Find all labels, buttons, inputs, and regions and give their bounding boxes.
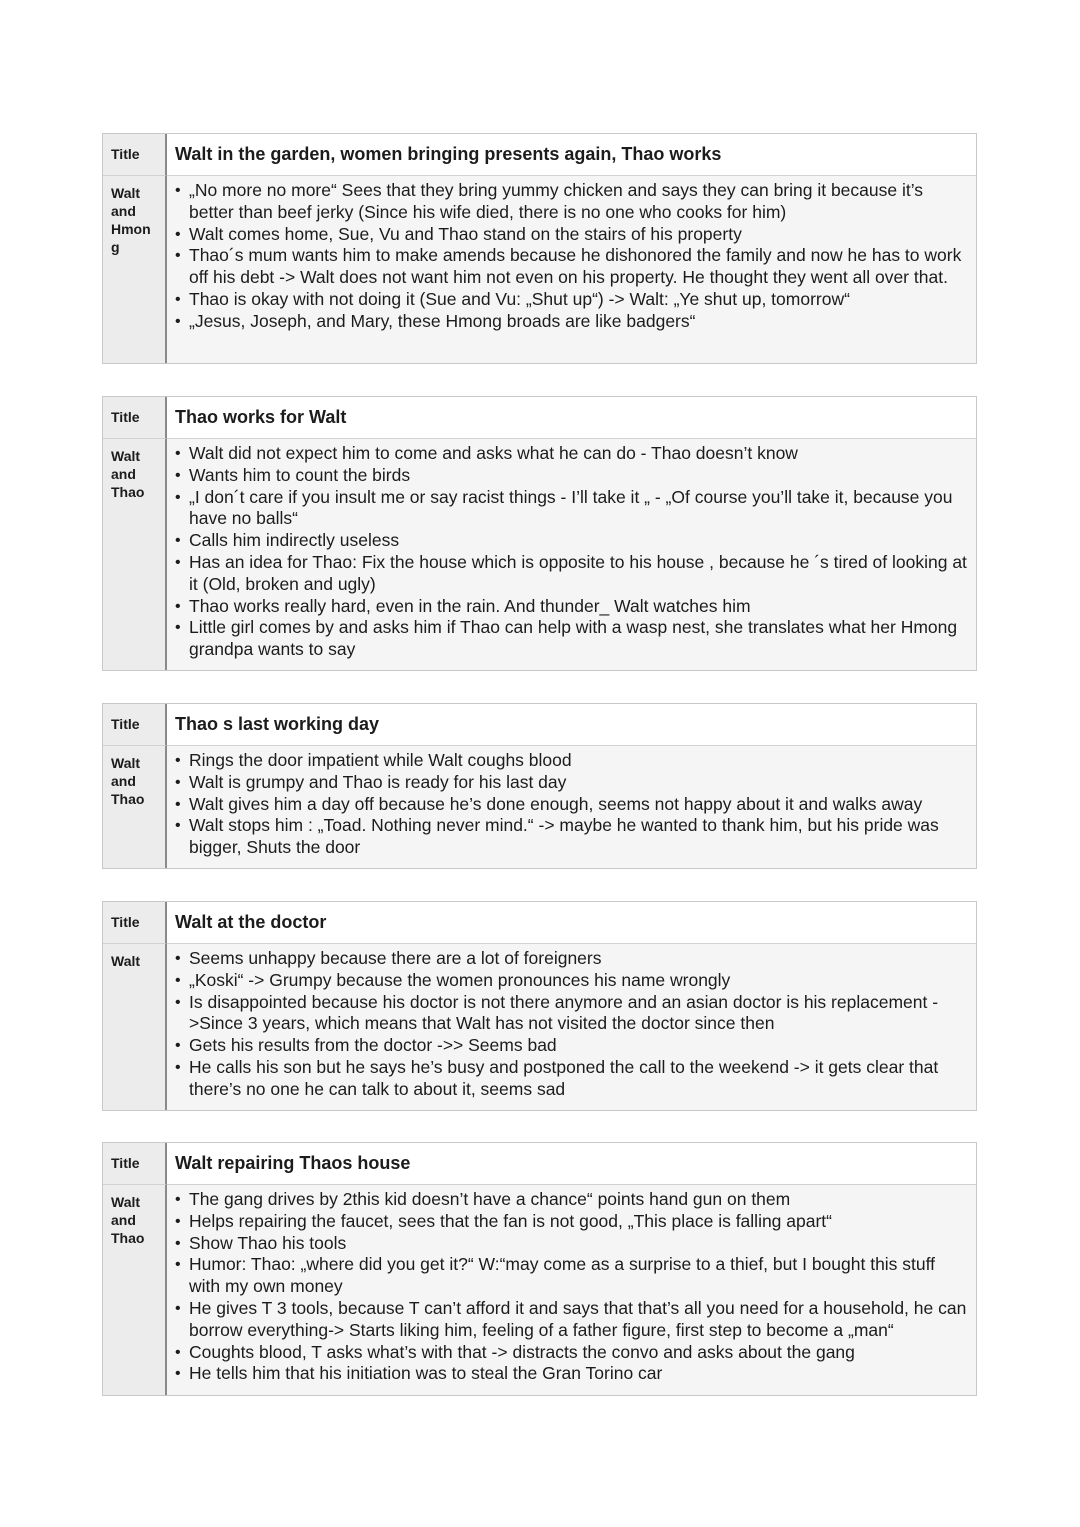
list-item: • Helps repairing the faucet, sees that the fan is not good, „This place is falling apart“	[175, 1211, 970, 1233]
scene-card-1	[102, 133, 977, 364]
bullet-list	[175, 948, 970, 1101]
list-item: • Little girl comes by and asks him if Thao can help with a wasp nest, she translates what her Hmong grandpa wants to say	[175, 617, 970, 661]
characters-label: Walt and Thao	[103, 1185, 167, 1395]
bullet-list	[175, 443, 970, 661]
scene-title: Thao s last working day	[167, 704, 976, 746]
scene-notes	[167, 176, 976, 363]
characters-label: Walt and Thao	[103, 746, 167, 868]
characters-label: Walt and Thao	[103, 439, 167, 670]
list-item: • Calls him indirectly useless	[175, 530, 970, 552]
scene-card-4	[102, 901, 977, 1111]
list-item: • Has an idea for Thao: Fix the house which is opposite to his house , because he ´s tired of looking at it (Old, broken and ugly)	[175, 552, 970, 596]
list-item: • He gives T 3 tools, because T can’t afford it and says that that’s all you need for a household, he can borrow everything-> Starts liking him, feeling of a father figure, first step to become a „man“	[175, 1298, 970, 1342]
title-label: Title	[103, 134, 167, 176]
scene-title: Walt at the doctor	[167, 902, 976, 944]
title-label: Title	[103, 1143, 167, 1185]
scene-card-3	[102, 703, 977, 869]
scene-title: Walt repairing Thaos house	[167, 1143, 976, 1185]
list-item: • Walt stops him : „Toad. Nothing never mind.“ -> maybe he wanted to thank him, but his pride was bigger, Shuts the door	[175, 815, 970, 859]
list-item: • Humor: Thao: „where did you get it?“ W:“may come as a surprise to a thief, but I bought this stuff with my own money	[175, 1254, 970, 1298]
bullet-list	[175, 180, 970, 333]
title-label: Title	[103, 902, 167, 944]
bullet-list	[175, 1189, 970, 1385]
list-item: • Show Thao his tools	[175, 1233, 970, 1255]
list-item: • He tells him that his initiation was to steal the Gran Torino car	[175, 1363, 970, 1385]
list-item: • Rings the door impatient while Walt coughs blood	[175, 750, 970, 772]
scene-card-2	[102, 396, 977, 671]
list-item: • Is disappointed because his doctor is not there anymore and an asian doctor is his replacement ->Since 3 years, which means that Walt has not visited the doctor since then	[175, 992, 970, 1036]
list-item: • „No more no more“ Sees that they bring yummy chicken and says they can bring it because it’s better than beef jerky (Since his wife died, there is no one who cooks for him)	[175, 180, 970, 224]
list-item: • Seems unhappy because there are a lot of foreigners	[175, 948, 970, 970]
list-item: • „Koski“ -> Grumpy because the women pronounces his name wrongly	[175, 970, 970, 992]
scene-title: Thao works for Walt	[167, 397, 976, 439]
list-item: • Gets his results from the doctor ->> Seems bad	[175, 1035, 970, 1057]
list-item: • Walt did not expect him to come and asks what he can do - Thao doesn’t know	[175, 443, 970, 465]
list-item: • The gang drives by 2this kid doesn’t have a chance“ points hand gun on them	[175, 1189, 970, 1211]
bullet-list	[175, 750, 970, 859]
scene-title: Walt in the garden, women bringing presents again, Thao works	[167, 134, 976, 176]
list-item: • Coughts blood, T asks what’s with that -> distracts the convo and asks about the gang	[175, 1342, 970, 1364]
scene-notes	[167, 944, 976, 1110]
scene-notes	[167, 746, 976, 868]
list-item: • „Jesus, Joseph, and Mary, these Hmong broads are like badgers“	[175, 311, 970, 333]
scene-card-5	[102, 1142, 977, 1396]
list-item: • Wants him to count the birds	[175, 465, 970, 487]
list-item: • Thao works really hard, even in the rain. And thunder_ Walt watches him	[175, 596, 970, 618]
title-label: Title	[103, 704, 167, 746]
list-item: • „I don´t care if you insult me or say racist things - I’ll take it „ - „Of course you’ll take it, because you have no balls“	[175, 487, 970, 531]
list-item: • Thao is okay with not doing it (Sue and Vu: „Shut up“) -> Walt: „Ye shut up, tomorrow“	[175, 289, 970, 311]
scene-notes	[167, 1185, 976, 1395]
scene-notes	[167, 439, 976, 670]
characters-label: Walt	[103, 944, 167, 1110]
list-item: • Walt is grumpy and Thao is ready for his last day	[175, 772, 970, 794]
list-item: • Walt comes home, Sue, Vu and Thao stand on the stairs of his property	[175, 224, 970, 246]
list-item: • Thao´s mum wants him to make amends because he dishonored the family and now he has to work off his debt -> Walt does not want him not even on his property. He thought they went all over that.	[175, 245, 970, 289]
title-label: Title	[103, 397, 167, 439]
list-item: • Walt gives him a day off because he’s done enough, seems not happy about it and walks away	[175, 794, 970, 816]
list-item: • He calls his son but he says he’s busy and postponed the call to the weekend -> it gets clear that there’s no one he can talk to about it, seems sad	[175, 1057, 970, 1101]
characters-label: Walt and Hmon g	[103, 176, 167, 363]
